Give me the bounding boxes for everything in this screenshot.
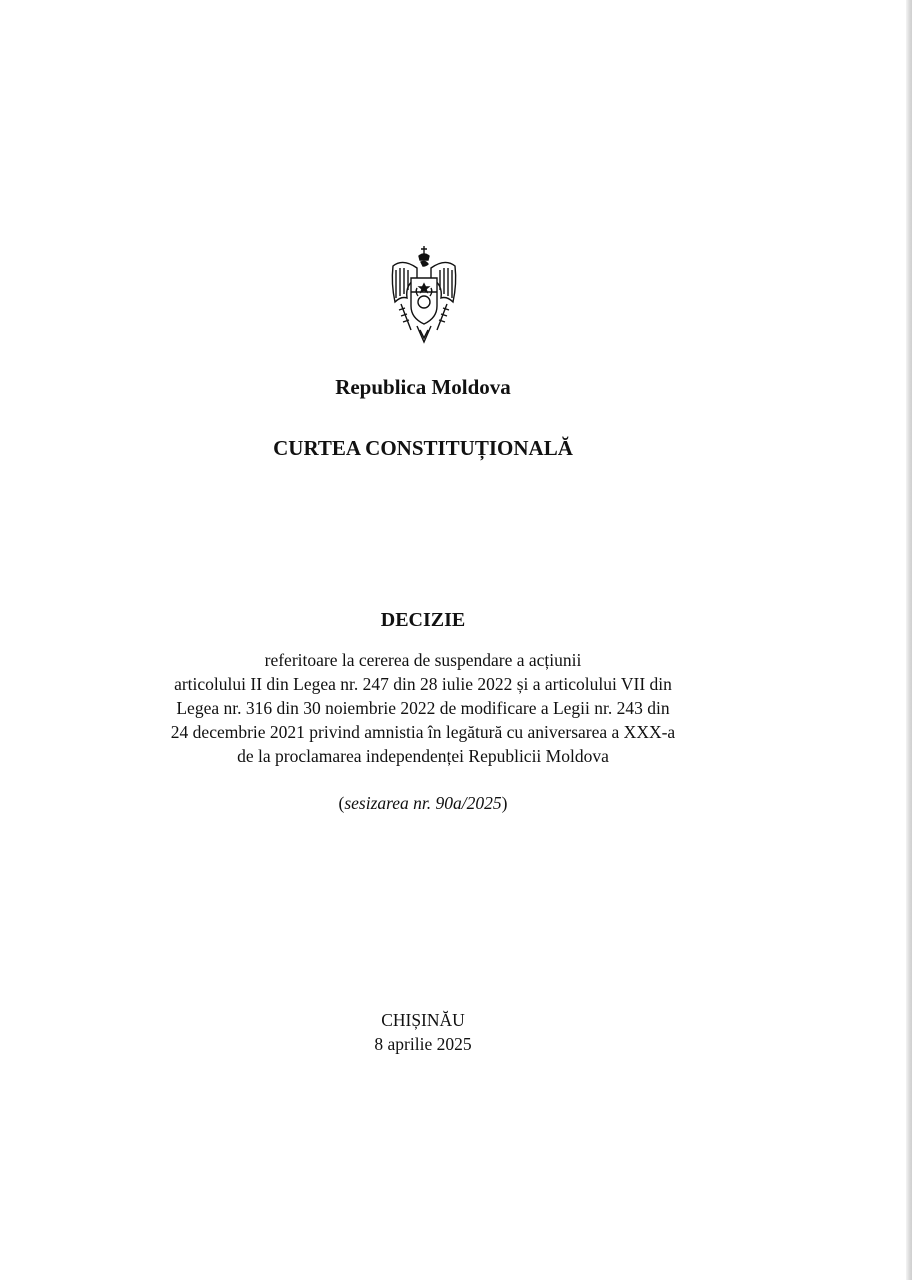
subject-line: de la proclamarea independenței Republicii Moldova [237,746,609,766]
subject-line: Legea nr. 316 din 30 noiembrie 2022 de modificare a Legii nr. 243 din [176,698,670,718]
referral-close-paren: ) [501,793,508,813]
referral-open-paren: ( [338,793,345,813]
referral-text: sesizarea nr. 90a/2025 [344,793,502,813]
city: CHIȘINĂU [381,1010,465,1030]
coat-of-arms-icon [387,244,461,344]
document-type: DECIZIE [380,609,466,631]
subject-line: articolului II din Legea nr. 247 din 28 iulie 2022 și a articolului VII din [174,674,672,694]
country-name: Republica Moldova [335,375,511,399]
page-edge [906,0,912,1280]
decision-date: 8 aprilie 2025 [374,1034,472,1054]
subject-line: referitoare la cererea de suspendare a acțiunii [264,650,582,670]
referral-number [0,793,846,814]
institution-name: CURTEA CONSTITUȚIONALĂ [273,436,573,460]
subject-line: 24 decembrie 2021 privind amnistia în legătură cu aniversarea a XXX-a [170,722,676,742]
document-subject [0,648,846,768]
